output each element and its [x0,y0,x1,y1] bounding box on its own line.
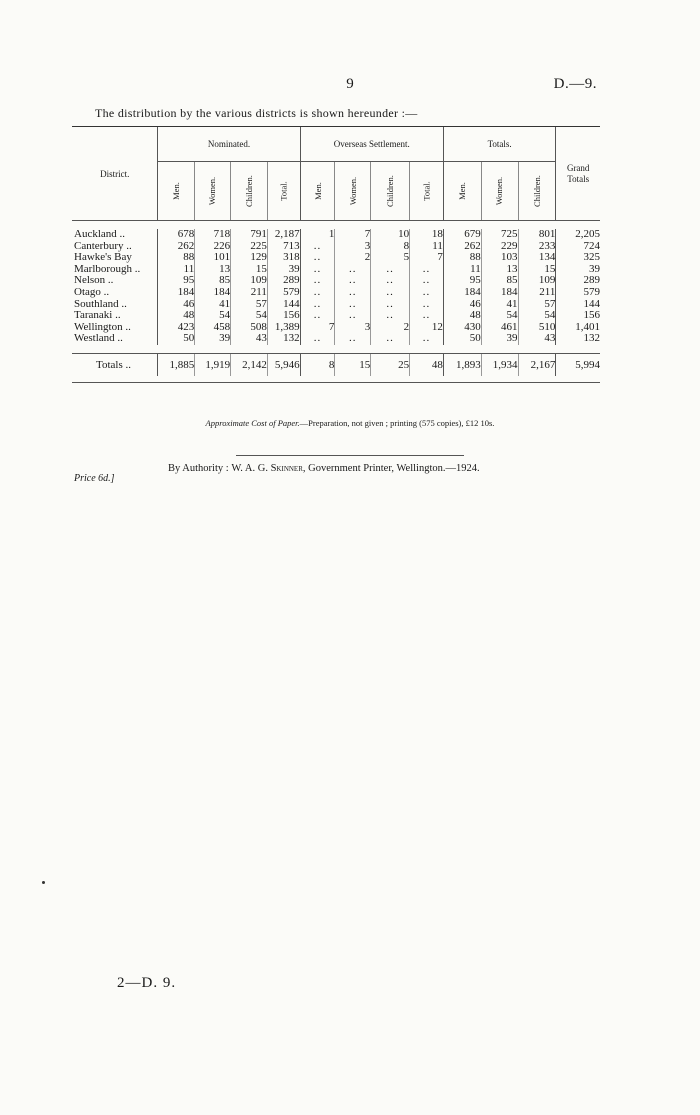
table-cell: 54 [518,310,556,322]
totals-men-header: Men. [443,162,481,221]
totals-children-header: Children. [518,162,556,221]
table-row [72,310,600,322]
table-cell: .. [335,275,371,287]
table-row [72,333,600,345]
totals-group-header: Totals. [443,127,556,162]
page-number: 9 [346,76,354,92]
table-cell: 144 [267,299,300,311]
table-cell: 7 [410,252,444,264]
table-cell: .. [300,287,335,299]
table-cell: 184 [443,287,481,299]
table-cell: 11 [410,241,444,253]
table-row [72,322,600,334]
table-cell: 1,885 [158,353,195,376]
table-cell: .. [300,241,335,253]
table-cell: .. [371,299,410,311]
table-cell: 461 [481,322,518,334]
table-cell: 156 [267,310,300,322]
table-cell: 48 [410,353,444,376]
table-cell: 579 [556,287,600,299]
authority-divider [236,455,464,456]
table-cell: 85 [481,275,518,287]
table-row [72,299,600,311]
table-cell: 225 [231,241,268,253]
table-cell: 95 [443,275,481,287]
district-name: Totals .. [72,353,158,376]
table-cell: 85 [195,275,231,287]
table-cell: 1 [300,229,335,241]
district-name: Nelson .. [74,274,114,287]
table-cell: 10 [371,229,410,241]
table-cell: 184 [481,287,518,299]
table-cell: 1,389 [267,322,300,334]
table-cell: 39 [556,264,600,276]
table-cell: .. [335,287,371,299]
table-cell: 508 [231,322,268,334]
table-cell: 318 [267,252,300,264]
table-cell: 39 [481,333,518,345]
table-cell: 5,994 [556,353,600,376]
table-cell: .. [335,264,371,276]
table-row [72,287,600,299]
totals-women-header: Women. [481,162,518,221]
table-cell: 184 [195,287,231,299]
table-cell: 229 [481,241,518,253]
stray-mark [42,881,45,884]
district-name: Marlborough .. [74,262,141,275]
table-cell: 713 [267,241,300,253]
district-name: Otago .. [74,285,110,298]
table-cell: 54 [195,310,231,322]
table-cell: 2 [371,322,410,334]
price-label: Price 6d.] [74,473,115,484]
table-cell: 144 [556,299,600,311]
cost-note-text: —Preparation, not given ; printing (575 copies), £12 10s. [299,418,495,428]
cost-note [0,418,700,428]
intro-text: The distribution by the various districts is shown hereunder :— [95,106,418,120]
table-cell: 2,187 [267,229,300,241]
overseas-group-header: Overseas Settlement. [300,127,443,162]
table-cell: 109 [231,275,268,287]
table-body [72,221,600,383]
document-reference: D.—9. [553,76,597,92]
table-cell: .. [371,310,410,322]
table-cell: 262 [443,241,481,253]
table-cell: 233 [518,241,556,253]
table-cell: 262 [158,241,195,253]
table-cell: 48 [443,310,481,322]
table-cell: 325 [556,252,600,264]
cost-note-label: Approximate Cost of Paper. [205,418,300,428]
table-row [72,252,600,264]
overseas-men-header: Men. [300,162,335,221]
printer-name: W. A. G. Skinner [231,463,303,474]
table-row [72,229,600,241]
table-cell: .. [300,252,335,264]
table-cell: 50 [158,333,195,345]
table-cell: 18 [410,229,444,241]
table-cell: .. [335,299,371,311]
table-cell: 132 [556,333,600,345]
table-cell: 54 [481,310,518,322]
table-cell: 12 [410,322,444,334]
table-cell: 43 [231,333,268,345]
table-cell: 579 [267,287,300,299]
nominated-women-header: Women. [195,162,231,221]
table-cell: 8 [371,241,410,253]
table-cell: 48 [158,310,195,322]
table-cell: .. [410,333,444,345]
table-cell: 7 [335,229,371,241]
table-cell: 109 [518,275,556,287]
table-cell: 2,142 [231,353,268,376]
table-cell: 7 [300,322,335,334]
table-cell: 103 [481,252,518,264]
table-cell: 15 [335,353,371,376]
table-cell: 678 [158,229,195,241]
table-cell: 11 [443,264,481,276]
table-cell: .. [410,275,444,287]
district-header: District. [72,127,158,221]
table-cell: 801 [518,229,556,241]
district-name: Hawke's Bay [74,251,132,264]
table-cell: 95 [158,275,195,287]
table-cell: 15 [518,264,556,276]
table-cell: 2 [335,252,371,264]
table-cell: 1,934 [481,353,518,376]
table-cell: 1,919 [195,353,231,376]
table-cell: 15 [231,264,268,276]
table-cell: .. [410,264,444,276]
table-cell: 5 [371,252,410,264]
nominated-total-header: Total. [267,162,300,221]
table-cell: 156 [556,310,600,322]
totals-row [72,353,600,376]
table-cell: 41 [481,299,518,311]
overseas-total-header: Total. [410,162,444,221]
table-cell: .. [300,299,335,311]
table-cell: 46 [443,299,481,311]
table-cell: 54 [231,310,268,322]
table-cell: .. [371,275,410,287]
table-row [72,264,600,276]
table-cell: 3 [335,241,371,253]
table-cell: 184 [158,287,195,299]
table-cell: 718 [195,229,231,241]
table-cell: .. [371,333,410,345]
table-cell: 3 [335,322,371,334]
table-cell: .. [300,264,335,276]
district-name: Southland .. [74,297,127,310]
table-cell: 211 [231,287,268,299]
district-distribution-table [72,126,600,383]
footer-signature: 2—D. 9. [117,975,177,991]
nominated-group-header: Nominated. [158,127,300,162]
table-cell: .. [300,333,335,345]
table-cell: 46 [158,299,195,311]
nominated-children-header: Children. [231,162,268,221]
nominated-men-header: Men. [158,162,195,221]
table-cell: 101 [195,252,231,264]
district-name: Taranaki .. [74,309,121,322]
table-cell: 11 [158,264,195,276]
table-cell: 39 [195,333,231,345]
table-cell: 226 [195,241,231,253]
table-cell: 1,401 [556,322,600,334]
district-name: Wellington .. [74,320,131,333]
table-cell: 458 [195,322,231,334]
table-row [72,275,600,287]
table-cell: 57 [518,299,556,311]
table-cell: 132 [267,333,300,345]
table-cell: 8 [300,353,335,376]
table-cell: 725 [481,229,518,241]
table-cell: .. [371,264,410,276]
table-cell: 1,893 [443,353,481,376]
district-name: Auckland .. [74,228,126,240]
table-cell: 211 [518,287,556,299]
table-cell: .. [300,310,335,322]
table-cell: 5,946 [267,353,300,376]
table-cell: 43 [518,333,556,345]
table-cell: .. [410,287,444,299]
table-cell: 50 [443,333,481,345]
table-cell: 129 [231,252,268,264]
table-cell: 88 [158,252,195,264]
table-cell: 423 [158,322,195,334]
table-cell: 13 [481,264,518,276]
table-cell: 724 [556,241,600,253]
table-cell: 289 [267,275,300,287]
table-cell: 57 [231,299,268,311]
table-cell: .. [410,299,444,311]
table-cell: 134 [518,252,556,264]
table-cell: 430 [443,322,481,334]
table-cell: .. [335,333,371,345]
table-cell: 2,205 [556,229,600,241]
table-cell: 25 [371,353,410,376]
district-name: Westland .. [74,332,123,345]
table-cell: .. [371,287,410,299]
table-cell: 2,167 [518,353,556,376]
table-cell: .. [410,310,444,322]
table-row [72,241,600,253]
table-cell: 39 [267,264,300,276]
table-cell: 13 [195,264,231,276]
grand-totals-header: Grand Totals [556,127,600,221]
overseas-women-header: Women. [335,162,371,221]
table-cell: 510 [518,322,556,334]
table-cell: .. [300,275,335,287]
table-cell: 289 [556,275,600,287]
overseas-children-header: Children. [371,162,410,221]
table-cell: 791 [231,229,268,241]
authority-line: By Authority : W. A. G. Skinner, Government Printer, Wellington.—1924. [168,463,480,474]
district-name: Canterbury .. [74,239,132,252]
table-cell: .. [335,310,371,322]
table-cell: 679 [443,229,481,241]
table-cell: 88 [443,252,481,264]
table-cell: 41 [195,299,231,311]
